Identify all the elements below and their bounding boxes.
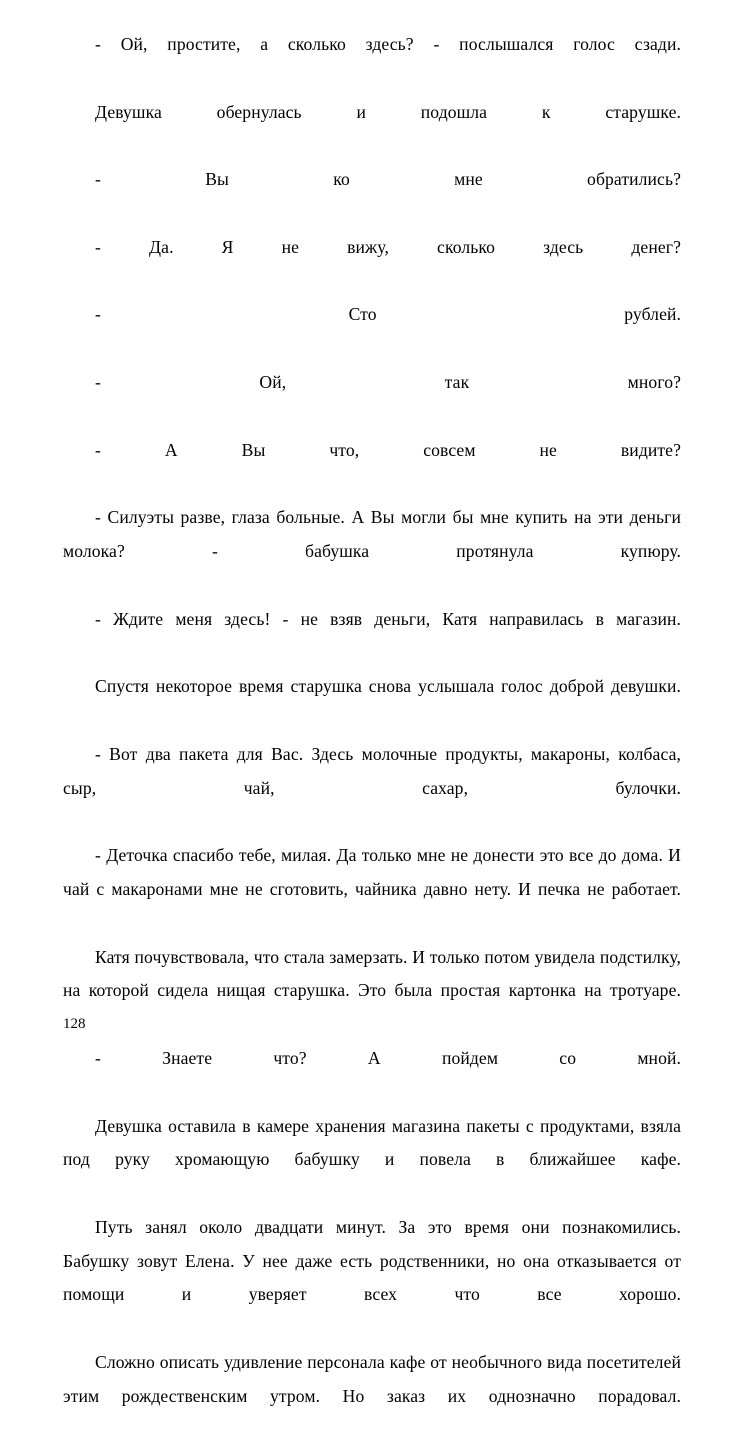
paragraph: - А Вы что, совсем не видите? xyxy=(95,439,681,460)
paragraph: - Знаете что? А пойдем со мной. xyxy=(95,1047,681,1068)
paragraph: - Вот два пакета для Вас. Здесь молочные продукты, макароны, колбаса, сыр, чай, сахар, булочки. xyxy=(63,743,681,798)
paragraph: - Да. Я не вижу, сколько здесь денег? xyxy=(95,236,681,257)
paragraph: - Ждите меня здесь! - не взяв деньги, Катя направилась в магазин. xyxy=(95,608,681,629)
page-body-text xyxy=(63,28,681,1447)
paragraph: Девушка оставила в камере хранения магазина пакеты с продуктами, взяла под руку хромающую бабушку и повела в ближайшее кафе. xyxy=(63,1115,681,1170)
paragraph: Путь занял около двадцати минут. За это время они познакомились. Бабушку зовут Елена. У нее даже есть родственники, но она отказывается от помощи и уверяет всех что все хорошо. xyxy=(63,1216,681,1305)
paragraph: - Вы ко мне обратились? xyxy=(95,169,681,190)
paragraph: - Ой, простите, а сколько здесь? - послышался голос сзади. xyxy=(95,34,681,54)
paragraph: Спустя некоторое время старушка снова услышала голос доброй девушки. xyxy=(95,676,681,697)
paragraph: - Сто рублей. xyxy=(95,304,681,325)
paragraph: - Деточка спасибо тебе, милая. Да только мне не донести это все до дома. И чай с макаронами мне не сготовить, чайника давно нету. И печка не работает. xyxy=(63,845,681,899)
paragraph: Катя почувствовала, что стала замерзать. И только потом увидела подстилку, на которой сидела нищая старушка. Это была простая картонка на тротуаре. xyxy=(63,946,681,1001)
paragraph: Девушка обернулась и подошла к старушке. xyxy=(95,101,681,122)
paragraph: Сложно описать удивление персонала кафе от необычного вида посетителей этим рождественским утром. Но заказ их однозначно порадовал. xyxy=(63,1352,681,1406)
page-number: 128 xyxy=(63,1016,86,1032)
paragraph: - Ой, так много? xyxy=(95,371,681,392)
paragraph: - Силуэты разве, глаза больные. А Вы могли бы мне купить на эти деньги молока? - бабушка протянула купюру. xyxy=(63,507,681,561)
